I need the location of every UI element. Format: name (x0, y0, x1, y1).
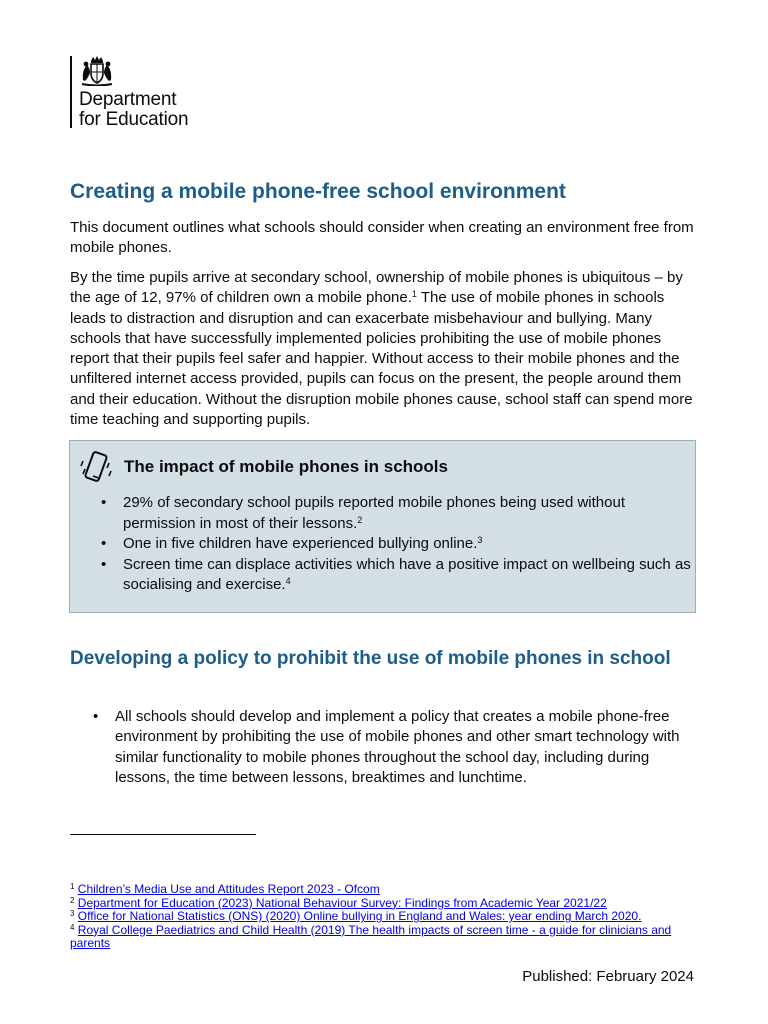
intro-paragraph: This document outlines what schools should consider when creating an environment free from mobile phones. (70, 219, 694, 257)
mobile-phone-icon (78, 449, 114, 487)
list-item (93, 707, 705, 788)
footnote-ref: 4 (285, 576, 291, 586)
footnote-ref: 1 (411, 289, 417, 300)
section-heading: Developing a policy to prohibit the use of mobile phones in school (70, 648, 671, 669)
footnote (70, 910, 700, 924)
bullet: • (101, 494, 107, 511)
footnote (70, 883, 700, 897)
footnote-link[interactable]: Office for National Statistics (ONS) (2020) Online bullying in England and Wales: year ending March 2020. (77, 909, 642, 924)
footnote-number: 2 (70, 895, 75, 905)
footnote-number: 3 (70, 909, 75, 919)
impact-callout-box (69, 440, 696, 613)
page-title: Creating a mobile phone-free school environment (70, 180, 566, 203)
logo-bar (70, 56, 72, 128)
footnote (70, 924, 700, 951)
list-item (101, 493, 693, 534)
logo-line-1: Department (79, 89, 177, 110)
impact-item-text: One in five children have experienced bullying online. (123, 535, 478, 552)
policy-item-text: All schools should develop and implement a policy that creates a mobile phone-free environment by prohibiting the use of mobile phones and other smart technology with similar functionality to mobile phones throughout the school day, including during lessons, the time between lessons, breaktimes and lunchtime. (115, 708, 680, 786)
footnote-ref: 3 (477, 535, 483, 545)
footnote-number: 4 (70, 922, 75, 932)
policy-list (93, 707, 705, 788)
logo-wordmark (79, 90, 188, 130)
footnote-number: 1 (70, 882, 75, 891)
impact-item-text: Screen time can displace activities which have a positive impact on wellbeing such as socialising and exercise. (123, 555, 691, 593)
footnote-link[interactable]: Children’s Media Use and Attitudes Report 2023 - Ofcom (77, 882, 380, 896)
footnote-ref: 2 (357, 514, 363, 525)
bullet: • (101, 555, 107, 573)
footnote-link[interactable]: Royal College Paediatrics and Child Health (2019) The health impacts of screen time - a guide for clinicians and parents (70, 922, 672, 951)
context-text-1: By the time pupils arrive at secondary school, ownership of mobile phones is ubiquitous – by the age of 12, 97% of children own a mobile phone. (70, 269, 683, 307)
footnotes (70, 883, 700, 951)
context-paragraph (70, 268, 700, 430)
impact-item-text: 29% of secondary school pupils reported mobile phones being used without permission in most of their lessons. (123, 494, 625, 532)
impact-list (101, 493, 693, 596)
context-text-2: The use of mobile phones in schools leads to distraction and disruption and can exacerbate misbehaviour and bullying. Many schools that have successfully implemented policies prohibiting the use of mobile phones report that their pupils feel safer and happier. Without access to their mobile phones and the unfiltered internet access provided, pupils can focus on the present, the people around them and their education. Without the disruption mobile phones cause, school staff can spend more time teaching and supporting pupils. (70, 289, 693, 429)
list-item (101, 534, 693, 555)
footnote-separator (70, 834, 256, 835)
logo-line-2: for Education (79, 109, 189, 130)
impact-box-title: The impact of mobile phones in schools (124, 457, 448, 476)
bullet: • (93, 708, 99, 725)
footnote-link[interactable]: Department for Education (2023) National Behaviour Survey: Findings from Academic Year 2021/22 (77, 895, 607, 910)
royal-crest-icon (80, 56, 114, 86)
published-date: Published: February 2024 (522, 968, 694, 985)
list-item (101, 555, 693, 596)
bullet: • (101, 535, 107, 552)
footnote (70, 897, 700, 911)
